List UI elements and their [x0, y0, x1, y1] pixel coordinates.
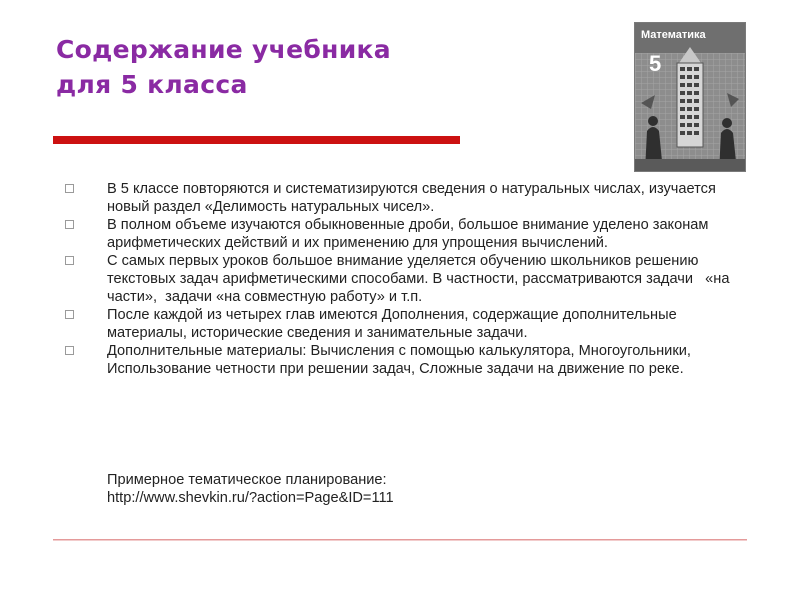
textbook-cover-image [634, 22, 746, 172]
cover-title: Математика [641, 29, 706, 41]
bullet-text: В 5 классе повторяются и систематизируются сведения о натуральных числах, изучается новый раздел «Делимость натуральных чисел». [107, 181, 716, 215]
bullet-item [63, 180, 743, 216]
content-bullet-list [63, 180, 743, 378]
cover-calculator-tower-icon [677, 47, 703, 147]
slide-title-line-2: для 5 класса [56, 70, 248, 99]
square-bullet-icon [65, 184, 74, 193]
planning-note-url[interactable]: http://www.shevkin.ru/?action=Page&ID=111 [107, 490, 394, 506]
bullet-text: Дополнительные материалы: Вычисления с помощью калькулятора, Многоугольники, Использование четности при решении задач, Сложные задачи на движение по реке. [107, 343, 691, 377]
bullet-text: В полном объеме изучаются обыкновенные дроби, большое внимание уделено законам арифметических действий и их применению для упрощения вычислений. [107, 217, 709, 251]
slide-title-line-1: Содержание учебника [56, 35, 391, 64]
planning-note-label: Примерное тематическое планирование: [107, 472, 387, 488]
bullet-item [63, 306, 743, 342]
title-underline [53, 136, 460, 144]
bullet-text: С самых первых уроков большое внимание уделяется обучению школьников решению текстовых задач арифметическими способами. В частности, рассматриваются задачи «на части», задачи «на совместную работу» и т.п. [107, 253, 734, 305]
slide-title [56, 32, 576, 102]
square-bullet-icon [65, 256, 74, 265]
footer-divider [53, 539, 747, 541]
cover-grade: 5 [649, 51, 662, 76]
bullet-item [63, 252, 743, 306]
square-bullet-icon [65, 220, 74, 229]
bullet-item [63, 342, 743, 378]
bullet-item [63, 216, 743, 252]
square-bullet-icon [65, 346, 74, 355]
planning-note [107, 471, 707, 507]
bullet-text: После каждой из четырех глав имеются Дополнения, содержащие дополнительные материалы, исторические сведения и занимательные задачи. [107, 307, 677, 341]
square-bullet-icon [65, 310, 74, 319]
